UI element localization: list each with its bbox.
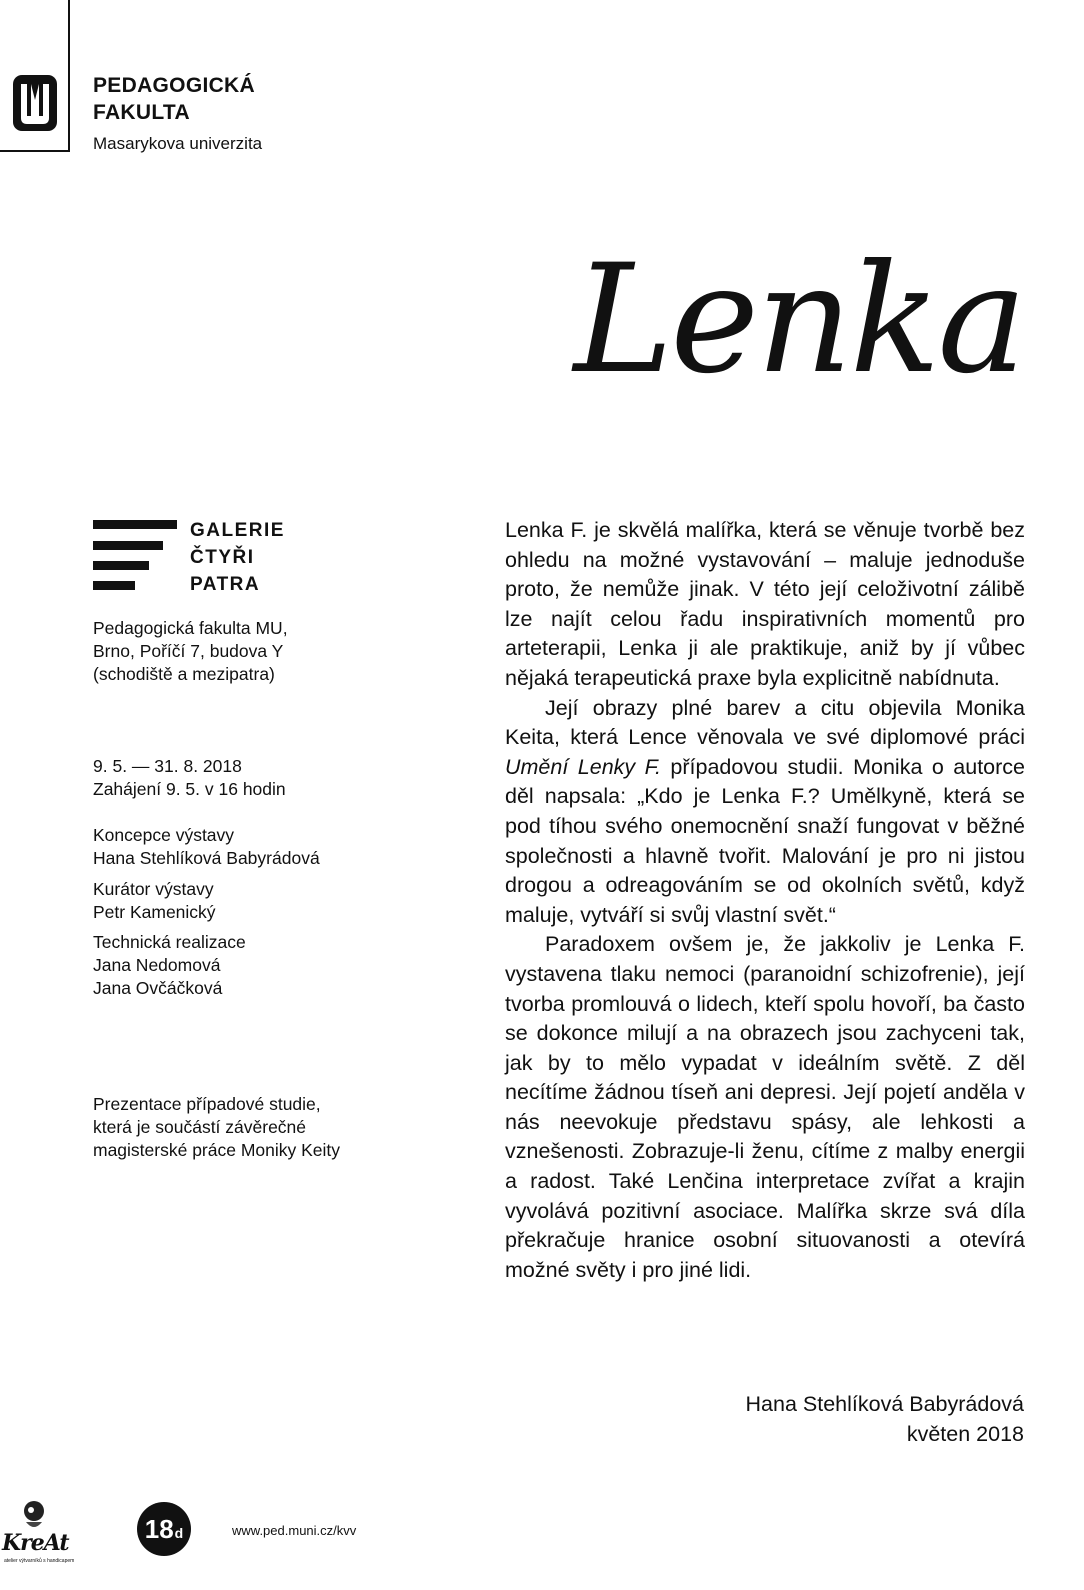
- website-url[interactable]: www.ped.muni.cz/kvv: [232, 1523, 357, 1538]
- thesis-title: Umění Lenky F.: [505, 754, 661, 779]
- faculty-name: [93, 72, 255, 126]
- venue-line: (schodiště a mezipatra): [93, 664, 275, 684]
- gallery-name-line3: PATRA: [190, 574, 261, 595]
- date-range: 9. 5. — 31. 8. 2018: [93, 756, 242, 776]
- article-paragraph-1: Lenka F. je skvělá malířka, která se věnuje tvorbě bez ohledu na možné vystavování – maluje jednoduše proto, že nemůže jinak. V této její celoživotní zálibě lze najít celou řadu inspirativních momentů pro arteterapii, Lenka ji ale praktikuje, aniž by jí vůbec nějaká terapeutická praxe byla explicitně nabídnuta.: [505, 518, 1025, 690]
- presentation-line: Prezentace případové studie,: [93, 1094, 321, 1114]
- credit-technical: [93, 931, 246, 1000]
- kreat-figure-icon: [20, 1500, 48, 1532]
- article-text: [505, 516, 1025, 1285]
- article-p2-end: případovou studii. Monika o autorce děl napsala: „Kdo je Lenka F.? Umělkyně, která se pod tíhou svého onemocnění snaží fungovat v běžné společnosti a hlavně tvořit. Malování je pro ni jistou drogou a odreagováním se od okolních světů, když maluje, vytváří si svůj vlastní svět.“: [505, 754, 1026, 927]
- university-name: Masarykova univerzita: [93, 134, 263, 153]
- gallery-name-line1: GALERIE: [190, 520, 285, 541]
- faculty-name-line1: PEDAGOGICKÁ: [93, 74, 255, 97]
- credit-name: Petr Kamenický: [93, 902, 216, 922]
- credit-role: Technická realizace: [93, 932, 246, 952]
- venue-block: [93, 617, 288, 686]
- credit-name: Jana Ovčáčková: [93, 978, 223, 998]
- signature: [746, 1390, 1024, 1449]
- signature-date: květen 2018: [906, 1421, 1024, 1446]
- article-paragraph-3: Paradoxem ovšem je, že jakkoliv je Lenka F. vystavena tlaku nemoci (paranoidní schizofrenie), její tvorba promlouvá o lidech, kteří spolu hovoří, ba často se dokonce milují a na obrazech jsou zachyceni tak, jak by to mělo vypadat v ideálním světě. Z děl necítíme žádnou tíseň ani depresi. Její pojetí anděla v nás neevokuje představu spásy, ale lehkosti a vznešenosti. Zobrazuje-li ženu, cítíme z malby energii a radost. Také Lenčina interpretace zvířat a krajin vyvolává pozitivní asociace. Malířka skrze svá díla překračuje hranice osobní situovanosti a otevírá možné světy i pro jiné lidi.: [505, 932, 1025, 1282]
- credit-role: Kurátor výstavy: [93, 879, 214, 899]
- mu-logo-icon: [12, 74, 58, 132]
- gallery-name-line2: ČTYŘI: [190, 547, 255, 568]
- badge-letter: d: [174, 1525, 184, 1541]
- kreat-word: KreAt: [2, 1530, 69, 1556]
- presentation-note: [93, 1093, 340, 1162]
- gallery-name: [190, 517, 285, 598]
- opening-time: Zahájení 9. 5. v 16 hodin: [93, 779, 286, 799]
- credit-curator: [93, 878, 216, 924]
- signature-author: Hana Stehlíková Babyrádová: [745, 1392, 1024, 1416]
- faculty-name-line2: FAKULTA: [93, 101, 190, 124]
- article-paragraph-2: [505, 694, 1025, 931]
- kreat-logo: [2, 1500, 77, 1570]
- venue-line: Brno, Poříčí 7, budova Y: [93, 641, 284, 661]
- credit-role: Koncepce výstavy: [93, 825, 235, 845]
- badge-18d-logo: [137, 1502, 191, 1556]
- article-p2-start: Její obrazy plné barev a citu objevila Monika Keita, která Lence věnovala ve své diplomové práci: [505, 695, 1025, 750]
- presentation-line: která je součástí závěrečné: [93, 1117, 307, 1137]
- gallery-bars-icon: [93, 520, 177, 590]
- exhibition-title: Lenka: [573, 233, 1024, 407]
- credit-name: Jana Nedomová: [93, 955, 221, 975]
- dates-block: [93, 755, 286, 801]
- presentation-line: magisterské práce Moniky Keity: [93, 1140, 341, 1160]
- kreat-subtitle: atelier výtvarníků s handicapem: [4, 1558, 75, 1564]
- credit-name: Hana Stehlíková Babyrádová: [93, 848, 320, 868]
- badge-number: 18: [144, 1513, 174, 1544]
- venue-line: Pedagogická fakulta MU,: [93, 618, 288, 638]
- credit-concept: [93, 824, 320, 870]
